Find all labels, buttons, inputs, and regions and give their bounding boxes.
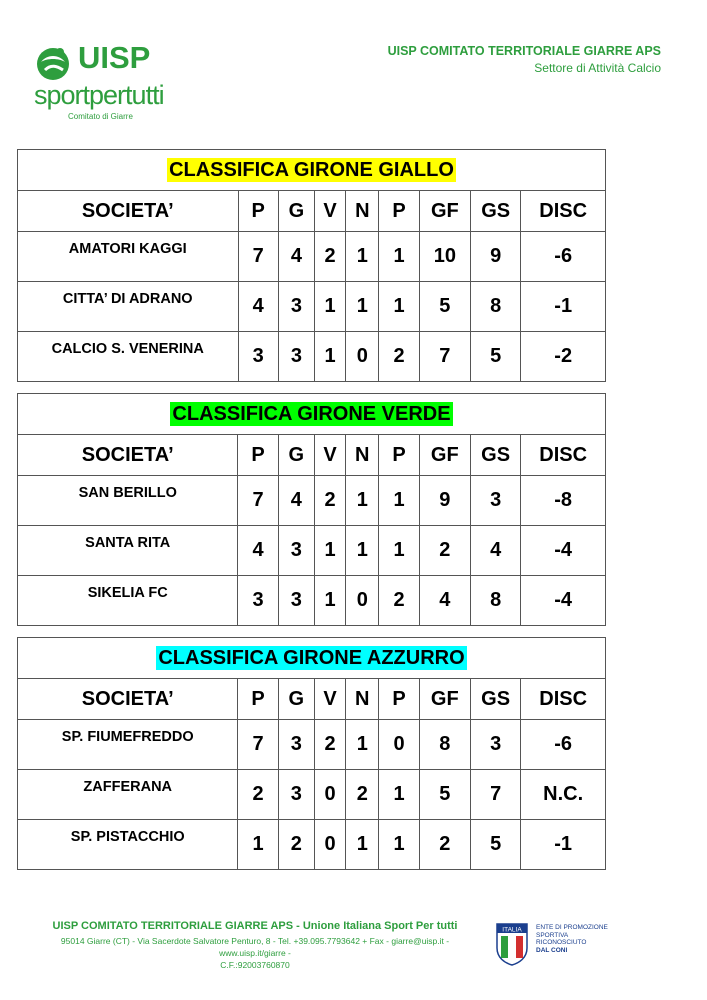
stat-cell: 1 (379, 770, 419, 820)
stat-cell: 2 (419, 526, 470, 576)
table-title: CLASSIFICA GIRONE AZZURRO (158, 646, 465, 669)
stat-cell: 3 (470, 476, 520, 526)
column-header: DISC (521, 435, 606, 476)
column-header: V (314, 679, 345, 720)
stat-cell: 4 (278, 476, 314, 526)
stat-cell: N.C. (521, 770, 606, 820)
table-row (18, 332, 606, 382)
table-title: CLASSIFICA GIRONE GIALLO (169, 158, 454, 181)
column-header: SOCIETA’ (18, 191, 239, 232)
stat-cell: 7 (238, 476, 278, 526)
header-org (388, 44, 661, 75)
team-name: ZAFFERANA (18, 770, 238, 820)
coni-badge-label: ITALIA (502, 926, 522, 934)
stat-cell: 1 (315, 282, 346, 332)
table-title-cell (18, 638, 606, 679)
stat-cell: 1 (346, 476, 379, 526)
column-header: N (346, 435, 379, 476)
table-title-cell (18, 394, 606, 435)
uisp-logo (30, 40, 180, 125)
stat-cell: 2 (379, 576, 419, 626)
column-header: P (238, 435, 278, 476)
coni-line: SPORTIVA (536, 931, 569, 939)
coni-line: RICONOSCIUTO (536, 939, 587, 946)
column-header: P (238, 191, 278, 232)
italia-shield-icon (495, 922, 529, 966)
stat-cell: 1 (379, 476, 419, 526)
stat-cell: 3 (278, 282, 314, 332)
team-name: SAN BERILLO (18, 476, 238, 526)
stat-cell: -4 (521, 576, 606, 626)
stat-cell: 1 (346, 526, 379, 576)
stat-cell: 10 (419, 232, 470, 282)
stat-cell: 3 (238, 332, 278, 382)
table-title-cell (18, 150, 606, 191)
stat-cell: 2 (314, 476, 345, 526)
stat-cell: -6 (521, 720, 606, 770)
stat-cell: 9 (471, 232, 521, 282)
stat-cell: 5 (419, 282, 470, 332)
stat-cell: 4 (238, 526, 278, 576)
stat-cell: 1 (379, 282, 419, 332)
stat-cell: 5 (471, 332, 521, 382)
team-name: CALCIO S. VENERINA (18, 332, 239, 382)
table-row (18, 232, 606, 282)
stat-cell: 7 (419, 332, 470, 382)
team-name: SP. PISTACCHIO (18, 820, 238, 870)
stat-cell: 3 (238, 576, 278, 626)
footer-title: UISP COMITATO TERRITORIALE GIARRE APS - Unione Italiana Sport Per tutti (52, 920, 458, 932)
column-header: G (278, 679, 314, 720)
stat-cell: 3 (470, 720, 520, 770)
stat-cell: 3 (278, 332, 314, 382)
logo-uisp-text: UISP (78, 40, 151, 75)
column-header: DISC (521, 679, 606, 720)
table-row (18, 820, 606, 870)
column-header: GS (470, 435, 520, 476)
column-header: P (379, 191, 419, 232)
column-header: P (379, 435, 419, 476)
stat-cell: -2 (521, 332, 606, 382)
stat-cell: 8 (471, 282, 521, 332)
column-header: N (346, 679, 379, 720)
team-name: AMATORI KAGGI (18, 232, 239, 282)
stat-cell: 3 (278, 526, 314, 576)
stat-cell: -4 (521, 526, 606, 576)
stat-cell: 3 (278, 720, 314, 770)
stat-cell: 1 (346, 720, 379, 770)
team-name: SIKELIA FC (18, 576, 238, 626)
runner-globe-icon (33, 44, 73, 82)
column-header: V (314, 435, 345, 476)
logo-comitato-text: Comitato di Giarre (68, 112, 133, 121)
stat-cell: 7 (238, 720, 278, 770)
stat-cell: 3 (278, 770, 314, 820)
stat-cell: 5 (419, 770, 470, 820)
stat-cell: 2 (314, 720, 345, 770)
stat-cell: 2 (278, 820, 314, 870)
table-header-row (18, 679, 606, 720)
coni-line: ENTE DI PROMOZIONE (536, 924, 608, 931)
stat-cell: 5 (470, 820, 520, 870)
logo-sportpertutti-text: sportpertutti (34, 80, 164, 110)
stat-cell: 7 (470, 770, 520, 820)
stat-cell: 3 (278, 576, 314, 626)
stat-cell: 1 (379, 526, 419, 576)
stat-cell: 8 (419, 720, 470, 770)
stat-cell: 1 (379, 232, 419, 282)
stat-cell: 8 (470, 576, 520, 626)
column-header: GS (471, 191, 521, 232)
footer-address (30, 935, 480, 971)
stat-cell: 7 (238, 232, 278, 282)
column-header: GS (470, 679, 520, 720)
stat-cell: 2 (315, 232, 346, 282)
column-header: SOCIETA’ (18, 435, 238, 476)
stat-cell: 4 (278, 232, 314, 282)
stat-cell: 1 (379, 820, 419, 870)
column-header: N (346, 191, 379, 232)
team-name: CITTA’ DI ADRANO (18, 282, 239, 332)
stat-cell: 0 (379, 720, 419, 770)
stat-cell: 2 (379, 332, 419, 382)
stat-cell: 1 (315, 332, 346, 382)
stat-cell: -6 (521, 232, 606, 282)
coni-badge (495, 922, 615, 968)
stat-cell: 1 (238, 820, 278, 870)
table-row (18, 720, 606, 770)
column-header: GF (419, 191, 470, 232)
stat-cell: 1 (346, 232, 379, 282)
team-name: SP. FIUMEFREDDO (18, 720, 238, 770)
stat-cell: 4 (238, 282, 278, 332)
column-header: GF (419, 435, 470, 476)
stat-cell: 2 (419, 820, 470, 870)
table-row (18, 576, 606, 626)
stat-cell: 4 (419, 576, 470, 626)
table-title: CLASSIFICA GIRONE VERDE (172, 402, 451, 425)
stat-cell: -1 (521, 282, 606, 332)
table-header-row (18, 191, 606, 232)
column-header: G (278, 191, 314, 232)
stat-cell: -1 (521, 820, 606, 870)
footer-line1: 95014 Giarre (CT) - Via Sacerdote Salvatore Penturo, 8 - Tel. +39.095.7793642 + Fax - giarre@uisp.it - www.uisp.it/giarre - (60, 936, 450, 958)
standings-table-giallo (17, 149, 606, 382)
stat-cell: 9 (419, 476, 470, 526)
column-header: V (315, 191, 346, 232)
stat-cell: -8 (521, 476, 606, 526)
table-header-row (18, 435, 606, 476)
column-header: P (379, 679, 419, 720)
org-title: UISP COMITATO TERRITORIALE GIARRE APS (387, 44, 661, 58)
standings-table-azzurro (17, 637, 606, 870)
standings-table-verde (17, 393, 606, 626)
column-header: GF (419, 679, 470, 720)
coni-text (536, 924, 608, 954)
stat-cell: 1 (314, 576, 345, 626)
stat-cell: 0 (346, 332, 379, 382)
column-header: P (238, 679, 278, 720)
table-row (18, 770, 606, 820)
footer-line2: C.F.:92003760870 (220, 960, 290, 970)
stat-cell: 1 (346, 820, 379, 870)
table-row (18, 526, 606, 576)
stat-cell: 1 (346, 282, 379, 332)
org-subtitle: Settore di Attività Calcio (534, 61, 661, 75)
stat-cell: 2 (346, 770, 379, 820)
stat-cell: 0 (314, 820, 345, 870)
column-header: G (278, 435, 314, 476)
column-header: SOCIETA’ (18, 679, 238, 720)
coni-line: DAL CONI (536, 946, 568, 954)
stat-cell: 0 (346, 576, 379, 626)
stat-cell: 0 (314, 770, 345, 820)
footer (30, 920, 480, 971)
team-name: SANTA RITA (18, 526, 238, 576)
column-header: DISC (521, 191, 606, 232)
table-row (18, 476, 606, 526)
stat-cell: 1 (314, 526, 345, 576)
stat-cell: 4 (470, 526, 520, 576)
table-row (18, 282, 606, 332)
stat-cell: 2 (238, 770, 278, 820)
